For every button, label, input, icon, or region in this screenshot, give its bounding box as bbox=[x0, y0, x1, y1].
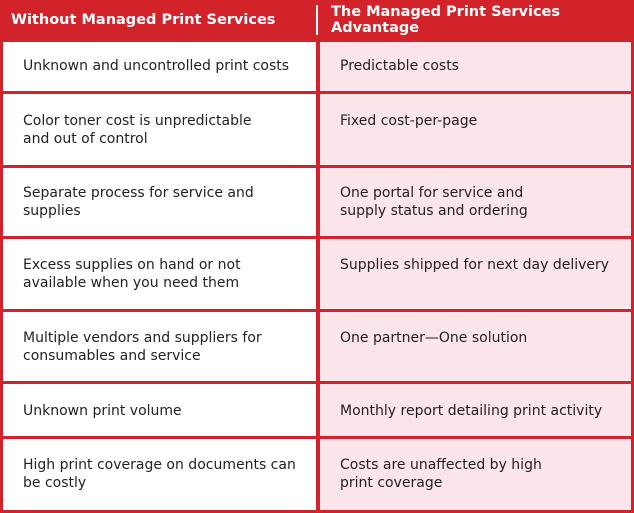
row-4-with: Supplies shipped for next day delivery bbox=[320, 239, 631, 309]
row-6-with: Monthly report detailing print activity bbox=[320, 384, 631, 436]
header-without-mps: Without Managed Print Services bbox=[11, 12, 276, 28]
row-6-without: Unknown print volume bbox=[3, 384, 316, 436]
header-divider bbox=[316, 5, 318, 35]
row-5-without: Multiple vendors and suppliers for consumables and service bbox=[3, 312, 316, 381]
row-3-without: Separate process for service and supplies bbox=[3, 168, 316, 236]
row-2-without: Color toner cost is unpredictable and out of control bbox=[3, 94, 316, 165]
row-3-with: One portal for service and supply status and ordering bbox=[320, 168, 631, 236]
row-2-with: Fixed cost-per-page bbox=[320, 94, 631, 165]
row-4-without: Excess supplies on hand or not available when you need them bbox=[3, 239, 316, 309]
row-7-with: Costs are unaffected by high print coverage bbox=[320, 439, 631, 510]
row-5-with: One partner—One solution bbox=[320, 312, 631, 381]
header-mps-advantage: The Managed Print Services Advantage bbox=[331, 4, 561, 36]
row-7-without: High print coverage on documents can be costly bbox=[3, 439, 316, 510]
row-1-without: Unknown and uncontrolled print costs bbox=[3, 42, 316, 91]
row-1-with: Predictable costs bbox=[320, 42, 631, 91]
